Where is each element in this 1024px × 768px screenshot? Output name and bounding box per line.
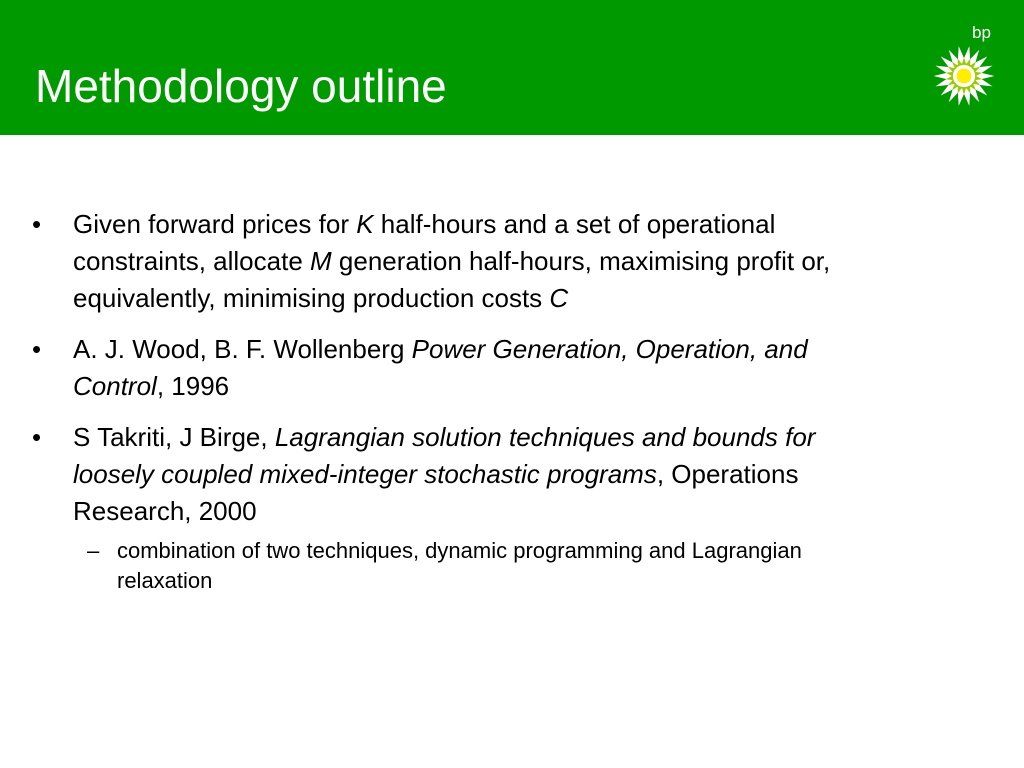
sub-bullet-text: combination of two techniques, dynamic programming and Lagrangian relaxation bbox=[117, 538, 802, 593]
brand-wordmark: bp bbox=[972, 23, 991, 42]
bullet-text: generation half-hours, maximising profit or, equivalently, minimising production costs bbox=[73, 246, 831, 313]
reference-book-title: Power Generation, Operation, and Control bbox=[73, 334, 808, 401]
variable-k: K bbox=[356, 209, 374, 239]
slide-header bbox=[0, 0, 1024, 135]
sub-bullet-marker: – bbox=[87, 538, 100, 563]
bullet-forward-prices bbox=[32, 206, 902, 317]
bullet-marker: • bbox=[32, 209, 42, 239]
bullet-takriti-birge bbox=[32, 419, 902, 530]
slide-title: Methodology outline bbox=[35, 60, 447, 112]
bp-helios-logo-icon bbox=[933, 45, 995, 107]
reference-authors: A. J. Wood, B. F. Wollenberg bbox=[73, 334, 412, 364]
bullet-marker: • bbox=[32, 422, 42, 452]
reference-authors: S Takriti, J Birge, bbox=[73, 422, 275, 452]
reference-paper-title: Lagrangian solution techniques and bounds for loosely coupled mixed-integer stochastic programs bbox=[73, 422, 816, 489]
bullet-marker: • bbox=[32, 334, 42, 364]
reference-year: , 1996 bbox=[156, 371, 230, 401]
bullet-text: Given forward prices for bbox=[73, 209, 357, 239]
bullet-text: half-hours and a set of operational constraints, allocate bbox=[73, 209, 776, 276]
reference-venue: , Operations Research, 2000 bbox=[73, 459, 799, 526]
variable-c: C bbox=[549, 283, 569, 313]
bullet-wood-wollenberg bbox=[32, 331, 902, 405]
variable-m: M bbox=[310, 246, 332, 276]
slide-body bbox=[32, 206, 902, 596]
sub-bullet-combination bbox=[32, 536, 902, 596]
